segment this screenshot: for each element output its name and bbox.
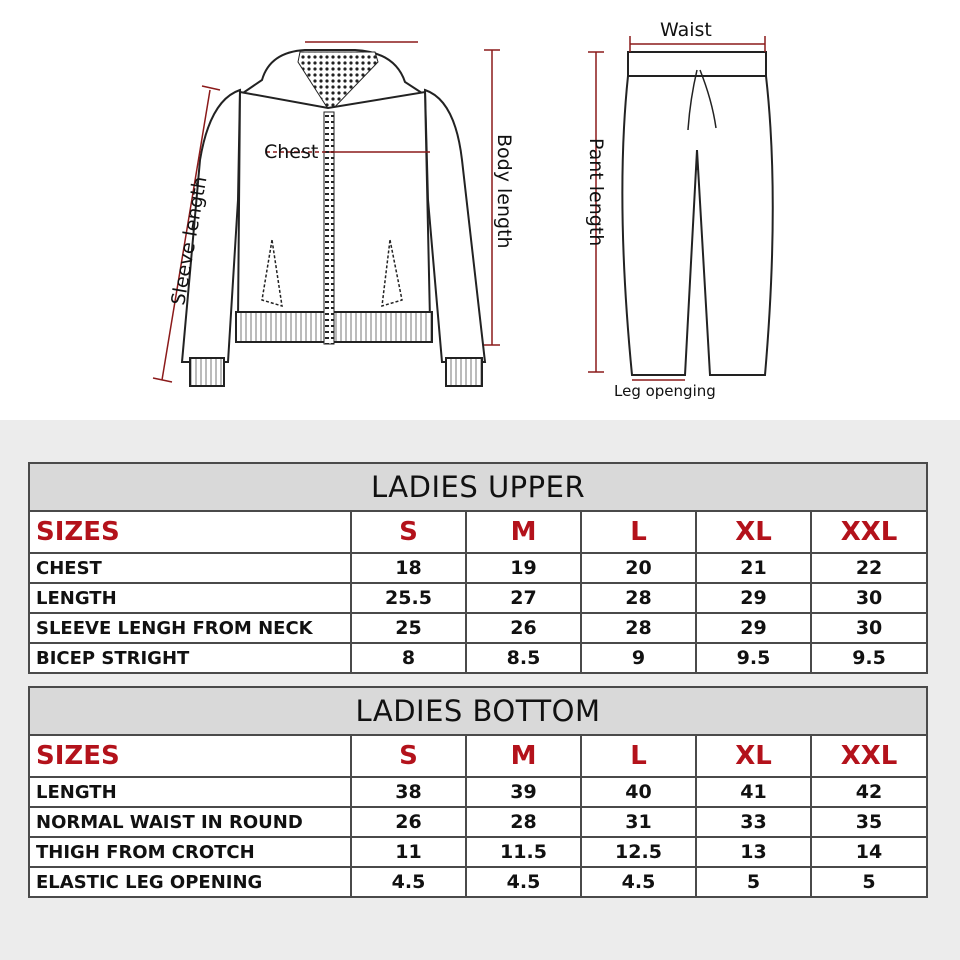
cell-value: 21 xyxy=(696,553,811,583)
table-row xyxy=(29,643,927,673)
cell-value: 9.5 xyxy=(811,643,927,673)
waist-label: Waist xyxy=(660,19,712,41)
upper-size-m: M xyxy=(466,511,581,553)
cell-value: 33 xyxy=(696,807,811,837)
cell-value: 30 xyxy=(811,583,927,613)
cell-value: 13 xyxy=(696,837,811,867)
cell-value: 5 xyxy=(696,867,811,897)
cell-value: 11 xyxy=(351,837,466,867)
upper-sizes-label: SIZES xyxy=(29,511,351,553)
row-label: SLEEVE LENGH FROM NECK xyxy=(29,613,351,643)
cell-value: 40 xyxy=(581,777,696,807)
cell-value: 9 xyxy=(581,643,696,673)
cell-value: 11.5 xyxy=(466,837,581,867)
cell-value: 42 xyxy=(811,777,927,807)
cell-value: 12.5 xyxy=(581,837,696,867)
row-label: NORMAL WAIST IN ROUND xyxy=(29,807,351,837)
table-row xyxy=(29,867,927,897)
upper-size-xxl: XXL xyxy=(811,511,927,553)
cell-value: 4.5 xyxy=(466,867,581,897)
row-label: THIGH FROM CROTCH xyxy=(29,837,351,867)
cell-value: 18 xyxy=(351,553,466,583)
table-row xyxy=(29,837,927,867)
bottom-size-xl: XL xyxy=(696,735,811,777)
cell-value: 31 xyxy=(581,807,696,837)
table-row xyxy=(29,777,927,807)
table-row xyxy=(29,583,927,613)
cell-value: 38 xyxy=(351,777,466,807)
bottom-size-m: M xyxy=(466,735,581,777)
cell-value: 4.5 xyxy=(351,867,466,897)
cell-value: 5 xyxy=(811,867,927,897)
chest-label: Chest xyxy=(264,141,319,163)
cell-value: 25 xyxy=(351,613,466,643)
cell-value: 29 xyxy=(696,583,811,613)
upper-size-l: L xyxy=(581,511,696,553)
bottom-title: LADIES BOTTOM xyxy=(29,687,927,735)
pant-length-label: Pant length xyxy=(585,138,607,247)
cell-value: 8.5 xyxy=(466,643,581,673)
cell-value: 28 xyxy=(581,583,696,613)
cell-value: 4.5 xyxy=(581,867,696,897)
table-row xyxy=(29,613,927,643)
bottom-sizes-label: SIZES xyxy=(29,735,351,777)
table-row xyxy=(29,807,927,837)
table-row xyxy=(29,553,927,583)
row-label: LENGTH xyxy=(29,777,351,807)
upper-sizes-row xyxy=(29,511,927,553)
cell-value: 28 xyxy=(581,613,696,643)
sleeve-length-label: Sleeve length xyxy=(167,174,212,307)
cell-value: 20 xyxy=(581,553,696,583)
cell-value: 9.5 xyxy=(696,643,811,673)
upper-size-xl: XL xyxy=(696,511,811,553)
size-chart-panel xyxy=(0,420,960,960)
garment-diagram xyxy=(0,0,960,420)
leg-opening-label: Leg openging xyxy=(614,382,716,400)
row-label: ELASTIC LEG OPENING xyxy=(29,867,351,897)
cell-value: 35 xyxy=(811,807,927,837)
cell-value: 39 xyxy=(466,777,581,807)
upper-title: LADIES UPPER xyxy=(29,463,927,511)
bottom-size-l: L xyxy=(581,735,696,777)
cell-value: 8 xyxy=(351,643,466,673)
cell-value: 41 xyxy=(696,777,811,807)
cell-value: 28 xyxy=(466,807,581,837)
cell-value: 19 xyxy=(466,553,581,583)
bottom-size-xxl: XXL xyxy=(811,735,927,777)
body-length-label: Body length xyxy=(493,134,515,249)
ladies-bottom-table xyxy=(28,686,928,898)
ladies-upper-table xyxy=(28,462,928,674)
row-label: CHEST xyxy=(29,553,351,583)
bottom-sizes-row xyxy=(29,735,927,777)
cell-value: 22 xyxy=(811,553,927,583)
cell-value: 29 xyxy=(696,613,811,643)
cell-value: 25.5 xyxy=(351,583,466,613)
cell-value: 27 xyxy=(466,583,581,613)
pant-drawing xyxy=(622,52,772,375)
jacket-drawing xyxy=(182,50,485,386)
row-label: BICEP STRIGHT xyxy=(29,643,351,673)
cell-value: 30 xyxy=(811,613,927,643)
bottom-size-s: S xyxy=(351,735,466,777)
cell-value: 26 xyxy=(466,613,581,643)
row-label: LENGTH xyxy=(29,583,351,613)
upper-size-s: S xyxy=(351,511,466,553)
cell-value: 14 xyxy=(811,837,927,867)
cell-value: 26 xyxy=(351,807,466,837)
